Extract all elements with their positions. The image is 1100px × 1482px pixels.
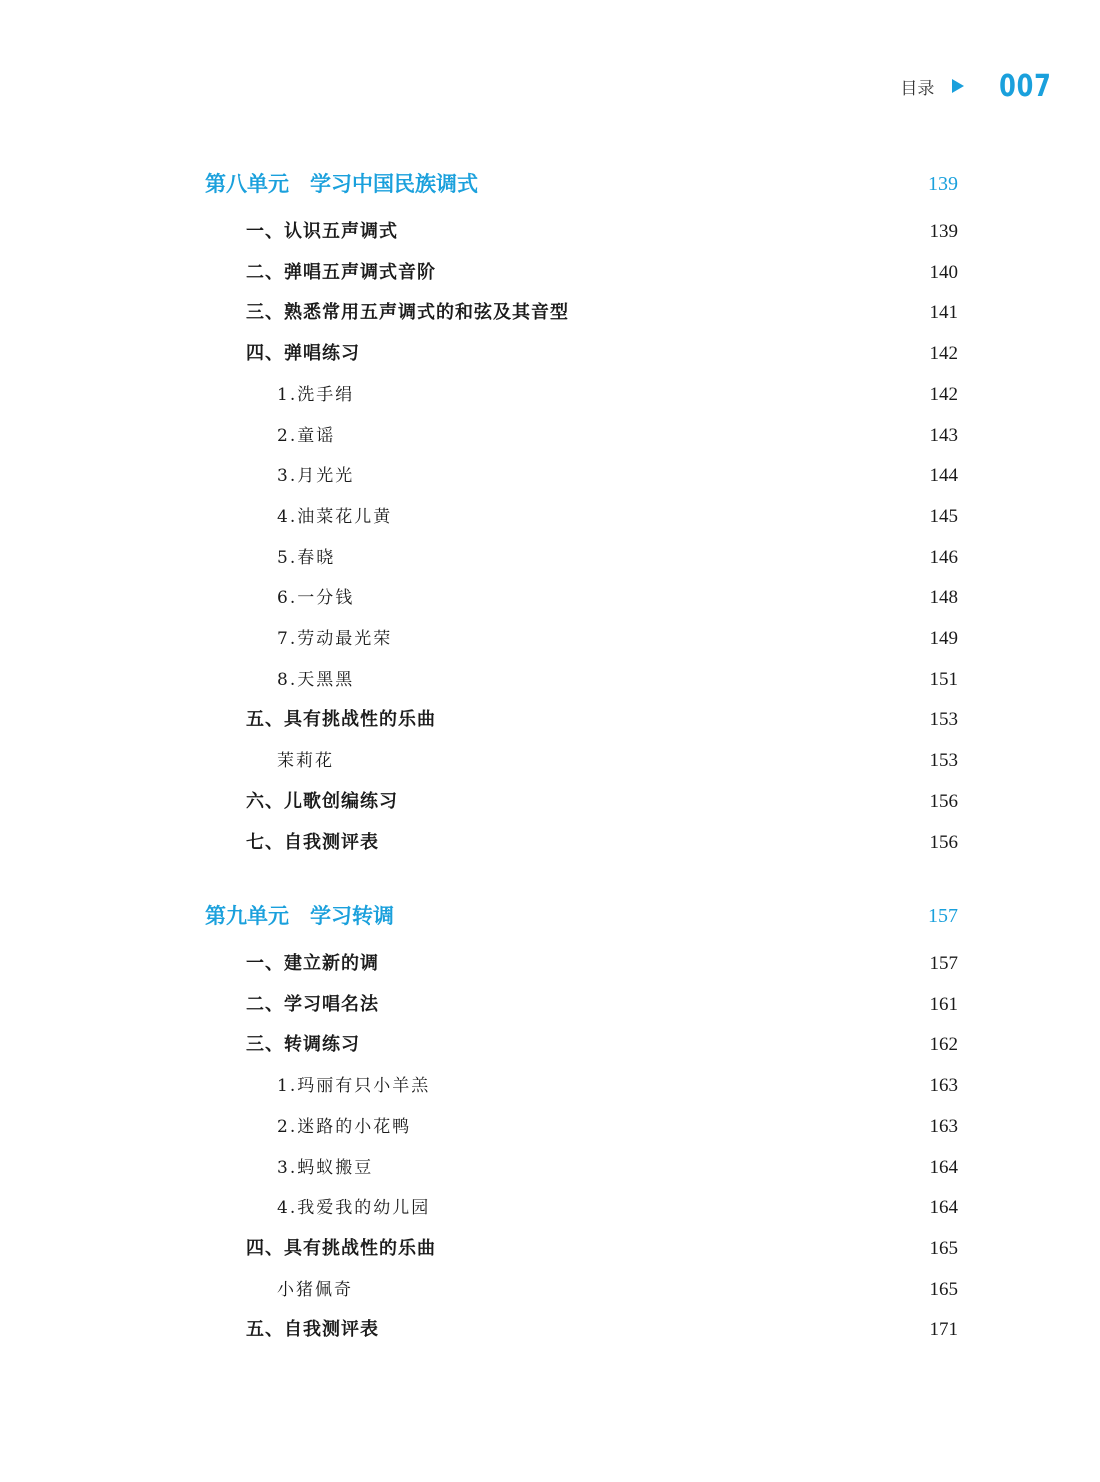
toc-section-row[interactable]	[0, 261, 1100, 285]
toc-entry-label: 小猪佩奇	[277, 1280, 353, 1300]
toc-entry-page: 140	[929, 262, 958, 283]
toc-section-row[interactable]	[0, 952, 1100, 976]
unit-title[interactable]: 第九单元 学习转调	[205, 904, 394, 928]
toc-entry-page: 144	[929, 465, 958, 486]
section-label: 目录	[900, 78, 935, 99]
toc-entry-label: 2.童谣	[277, 426, 336, 446]
toc-entry-page: 153	[929, 709, 958, 730]
toc-subsection-row[interactable]	[0, 586, 1100, 610]
toc-entry-page: 149	[929, 628, 958, 649]
toc-subsection-row[interactable]	[0, 1074, 1100, 1098]
toc-entry-label: 4.我爱我的幼儿园	[277, 1198, 431, 1218]
toc-entry-page: 142	[929, 384, 958, 405]
toc-entry-page: 156	[929, 791, 958, 812]
toc-section-row[interactable]	[0, 342, 1100, 366]
page-number: 007	[999, 68, 1052, 104]
toc-entry-page: 162	[929, 1034, 958, 1055]
toc-entry-label: 一、建立新的调	[246, 953, 379, 974]
toc-section-row[interactable]	[0, 831, 1100, 855]
toc-subsection-row[interactable]	[0, 668, 1100, 692]
unit-page-number: 139	[928, 173, 958, 195]
toc-entry-label: 3.月光光	[277, 466, 355, 486]
toc-subsection-row[interactable]	[0, 627, 1100, 651]
toc-entry-label: 五、自我测评表	[246, 1319, 379, 1340]
toc-entry-page: 164	[929, 1157, 958, 1178]
toc-section-row[interactable]	[0, 708, 1100, 732]
toc-entry-page: 148	[929, 587, 958, 608]
toc-section-row[interactable]	[0, 1237, 1100, 1261]
toc-subsection-row[interactable]	[0, 749, 1100, 773]
toc-entry-label: 2.迷路的小花鸭	[277, 1117, 412, 1137]
toc-entry-label: 七、自我测评表	[246, 832, 379, 853]
toc-entry-page: 141	[929, 302, 958, 323]
toc-entry-page: 165	[929, 1279, 958, 1300]
toc-subsection-row[interactable]	[0, 505, 1100, 529]
page-header	[900, 66, 1052, 106]
toc-section-row[interactable]	[0, 993, 1100, 1017]
toc-entry-label: 三、熟悉常用五声调式的和弦及其音型	[246, 302, 569, 323]
toc-entry-label: 茉莉花	[277, 751, 334, 771]
toc-subsection-row[interactable]	[0, 464, 1100, 488]
toc-entry-page: 153	[929, 750, 958, 771]
toc-section-row[interactable]	[0, 301, 1100, 325]
unit-page-number: 157	[928, 905, 958, 927]
toc-subsection-row[interactable]	[0, 1115, 1100, 1139]
toc-entry-page: 164	[929, 1197, 958, 1218]
play-arrow-icon	[952, 79, 964, 93]
toc-entry-page: 163	[929, 1075, 958, 1096]
toc-entry-label: 3.蚂蚁搬豆	[277, 1158, 374, 1178]
toc-section-row[interactable]	[0, 1318, 1100, 1342]
toc-entry-label: 四、具有挑战性的乐曲	[246, 1238, 436, 1259]
toc-entry-label: 1.洗手绢	[277, 385, 355, 405]
toc-entry-page: 145	[929, 506, 958, 527]
toc-entry-label: 五、具有挑战性的乐曲	[246, 709, 436, 730]
toc-entry-label: 6.一分钱	[277, 588, 355, 608]
toc-section-row[interactable]	[0, 1033, 1100, 1057]
toc-entry-page: 156	[929, 832, 958, 853]
toc-entry-label: 三、转调练习	[246, 1034, 360, 1055]
toc-entry-page: 151	[929, 669, 958, 690]
toc-subsection-row[interactable]	[0, 383, 1100, 407]
toc-entry-label: 六、儿歌创编练习	[246, 791, 398, 812]
toc-entry-label: 1.玛丽有只小羊羔	[277, 1076, 431, 1096]
toc-entry-page: 157	[929, 953, 958, 974]
toc-entry-label: 二、学习唱名法	[246, 994, 379, 1015]
toc-entry-label: 5.春晓	[277, 548, 336, 568]
toc-entry-page: 146	[929, 547, 958, 568]
toc-subsection-row[interactable]	[0, 1156, 1100, 1180]
toc-entry-label: 一、认识五声调式	[246, 221, 398, 242]
toc-subsection-row[interactable]	[0, 424, 1100, 448]
toc-entry-page: 165	[929, 1238, 958, 1259]
unit-title[interactable]: 第八单元 学习中国民族调式	[205, 172, 478, 196]
toc-entry-label: 4.油菜花儿黄	[277, 507, 393, 527]
toc-section-row[interactable]	[0, 790, 1100, 814]
toc-subsection-row[interactable]	[0, 1196, 1100, 1220]
toc-entry-page: 163	[929, 1116, 958, 1137]
toc-entry-page: 139	[929, 221, 958, 242]
toc-entry-label: 二、弹唱五声调式音阶	[246, 262, 436, 283]
toc-subsection-row[interactable]	[0, 1278, 1100, 1302]
toc-entry-page: 143	[929, 425, 958, 446]
toc-entry-label: 7.劳动最光荣	[277, 629, 393, 649]
toc-section-row[interactable]	[0, 220, 1100, 244]
toc-entry-page: 161	[929, 994, 958, 1015]
toc-entry-page: 171	[929, 1319, 958, 1340]
toc-subsection-row[interactable]	[0, 546, 1100, 570]
toc-entry-label: 四、弹唱练习	[246, 343, 360, 364]
toc-entry-page: 142	[929, 343, 958, 364]
toc-entry-label: 8.天黑黑	[277, 670, 355, 690]
